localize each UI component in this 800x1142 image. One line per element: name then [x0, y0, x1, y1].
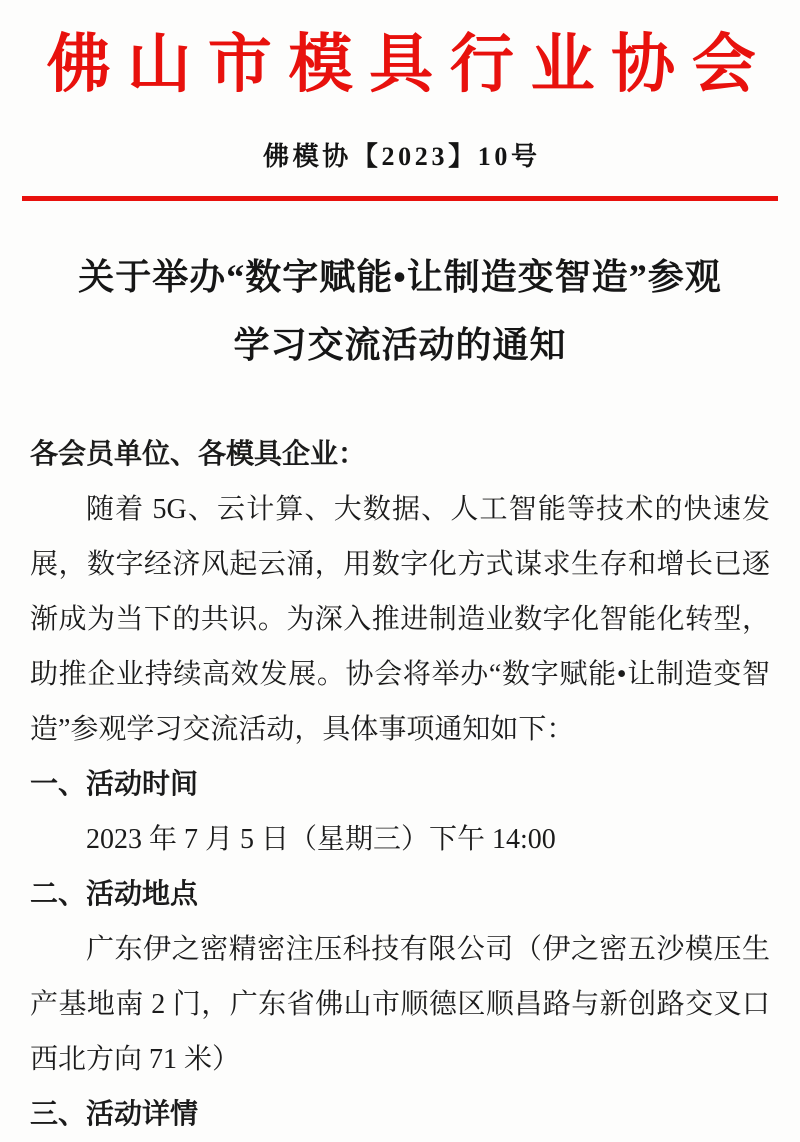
section-heading-activity-location: 二、活动地点: [30, 879, 199, 911]
letterhead: [30, 29, 773, 201]
salutation: 各会员单位、各模具企业：: [30, 439, 367, 471]
section-heading-activity-details: 三、活动详情: [30, 1099, 199, 1131]
doc-number: 佛模协【2023】10号: [262, 142, 541, 172]
section-heading-activity-time: 一、活动时间: [30, 769, 199, 801]
notice-title: [30, 243, 770, 379]
red-divider-rule: [22, 196, 778, 201]
association-title: 佛山市模具行业协会: [46, 29, 773, 100]
notice-title-line1: 关于举办“数字赋能•让制造变智造”参观: [78, 257, 722, 298]
activity-time-text: 2023 年 7 月 5 日（星期三）下午 14:00: [86, 824, 556, 856]
activity-location-text: 广东伊之密精密注压科技有限公司（伊之密五沙模压生产基地南 2 门，广东省佛山市顺德区顺昌路与新创路交叉口西北方向 71 米）: [30, 934, 770, 1076]
document-body: [30, 427, 770, 1142]
notice-title-line2: 学习交流活动的通知: [233, 325, 567, 366]
intro-paragraph: 随着 5G、云计算、大数据、人工智能等技术的快速发展，数字经济风起云涌，用数字化方式谋求生存和增长已逐渐成为当下的共识。为深入推进制造业数字化智能化转型，助推企业持续高效发展。协会将举办“数字赋能•让制造变智造”参观学习交流活动，具体事项通知如下：: [30, 494, 770, 746]
